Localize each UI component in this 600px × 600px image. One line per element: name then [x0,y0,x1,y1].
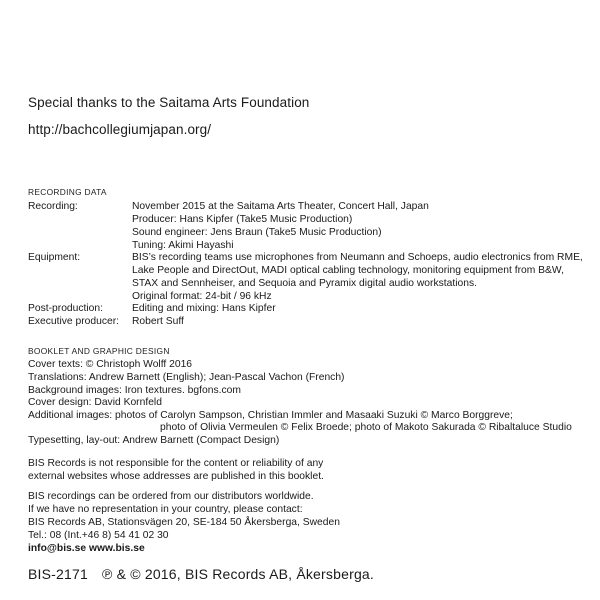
post-production-value: Editing and mixing: Hans Kipfer [132,303,276,314]
credit-line: Cover texts: © Christoph Wolff 2016 [28,359,193,370]
recording-line: November 2015 at the Saitama Arts Theater, Concert Hall, Japan [132,201,429,212]
ordering-line: Tel.: 08 (Int.+46 8) 54 41 02 30 [28,530,169,541]
credit-line: Typesetting, lay-out: Andrew Barnett (Compact Design) [28,435,280,446]
special-thanks: Special thanks to the Saitama Arts Foundation [28,95,310,110]
equipment-label: Equipment: [28,252,81,263]
post-production-label: Post-production: [28,303,103,314]
website-link[interactable]: www.bis.se [89,543,145,554]
recording-data-heading: RECORDING DATA [28,187,107,197]
credit-line: Translations: Andrew Barnett (English); Jean-Pascal Vachon (French) [28,372,345,383]
equipment-line: BIS’s recording teams use microphones from Neumann and Schoeps, audio electronics from RME, [132,252,583,263]
booklet-heading: BOOKLET AND GRAPHIC DESIGN [28,346,170,356]
disclaimer-line: external websites whose addresses are published in this booklet. [28,471,324,482]
ordering-line: If we have no representation in your country, please contact: [28,504,303,515]
equipment-line: STAX and Sennheiser, and Sequoia and Pyramix digital audio workstations. [132,278,477,289]
disclaimer-line: BIS Records is not responsible for the content or reliability of any [28,458,324,469]
copyright-notice: ℗ & © 2016, BIS Records AB, Åkersberga. [102,566,375,582]
producer-line: Producer: Hans Kipfer (Take5 Music Production) [132,214,353,225]
ordering-line: BIS recordings can be ordered from our distributors worldwide. [28,491,314,502]
credit-line: Background images: Iron textures. bgfons.com [28,385,241,396]
website-url: http://bachcollegiumjapan.org/ [28,122,212,137]
original-format-line: Original format: 24-bit / 96 kHz [132,291,272,302]
credit-line: Cover design: David Kornfeld [28,397,162,408]
equipment-line: Lake People and DirectOut, MADI optical cabling technology, monitoring equipment from B&W, [132,265,564,276]
credit-line: Additional images: photos of Carolyn Sampson, Christian Immler and Masaaki Suzuki © Marco Borggreve; [28,410,513,421]
executive-producer-label: Executive producer: [28,316,120,327]
executive-producer-value: Robert Suff [132,316,184,327]
recording-label: Recording: [28,201,78,212]
tuning-line: Tuning: Akimi Hayashi [132,240,234,251]
sound-engineer-line: Sound engineer: Jens Braun (Take5 Music Production) [132,227,382,238]
credit-line: photo of Olivia Vermeulen © Felix Broede; photo of Makoto Sakurada © Ribaltaluce Studio [160,422,572,433]
email-link[interactable]: info@bis.se [28,543,87,554]
catalog-number: BIS-2171 [28,566,88,582]
ordering-line: BIS Records AB, Stationsvägen 20, SE-184 50 Åkersberga, Sweden [28,517,340,528]
